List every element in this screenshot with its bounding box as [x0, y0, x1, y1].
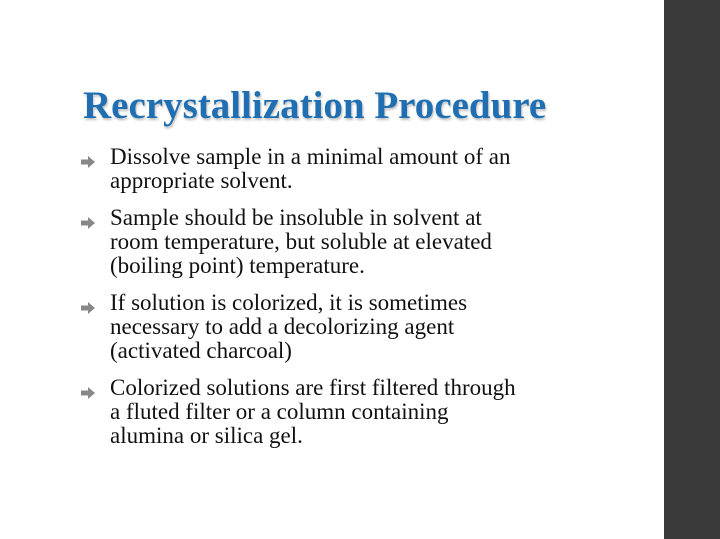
bullet-text: Colorized solutions are first filtered through a fluted filter or a column containing alumina or silica gel. [110, 375, 516, 448]
bullet-item [80, 376, 600, 448]
side-bar [664, 0, 720, 539]
bullet-item [80, 291, 600, 363]
right-arrow-icon [80, 381, 110, 405]
right-arrow-icon [80, 150, 110, 174]
slide-title: Recrystallization Procedure [83, 84, 547, 127]
bullet-text: Dissolve sample in a minimal amount of an appropriate solvent. [110, 144, 511, 193]
bullet-item [80, 145, 600, 193]
right-arrow-icon [80, 296, 110, 320]
bullet-text: If solution is colorized, it is sometimes necessary to add a decolorizing agent (activated charcoal) [110, 290, 468, 363]
bullet-list [80, 145, 600, 461]
bullet-item [80, 206, 600, 278]
right-arrow-icon [80, 211, 110, 235]
bullet-text: Sample should be insoluble in solvent at room temperature, but soluble at elevated (boiling point) temperature. [110, 205, 492, 278]
